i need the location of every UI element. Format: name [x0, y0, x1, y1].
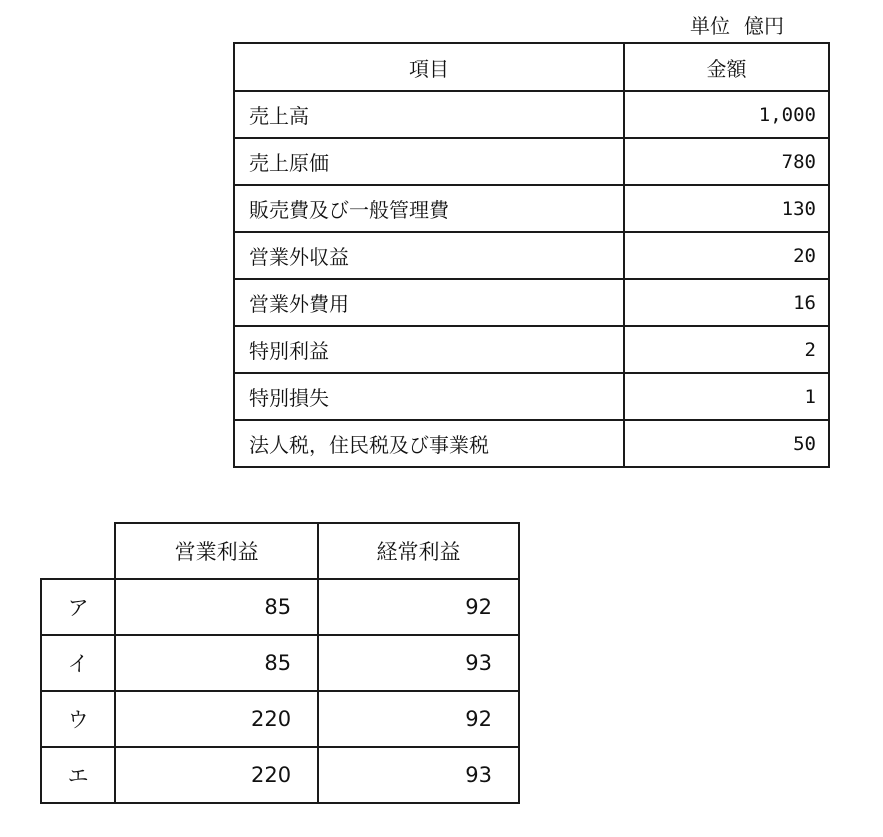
row-item: 法人税，住民税及び事業税 — [234, 420, 624, 467]
row-item: 売上高 — [234, 91, 624, 138]
header-amount: 金額 — [624, 43, 829, 91]
table-row — [41, 579, 519, 635]
row-amount: 2 — [624, 326, 829, 373]
row-item: 特別損失 — [234, 373, 624, 420]
table-row — [234, 91, 829, 138]
row-item: 特別利益 — [234, 326, 624, 373]
unit-label: 単位 — [690, 14, 730, 38]
header-item: 項目 — [234, 43, 624, 91]
table-row — [234, 326, 829, 373]
row-amount: 20 — [624, 232, 829, 279]
table-row — [41, 747, 519, 803]
choice-label: ウ — [41, 691, 115, 747]
table-row — [234, 232, 829, 279]
operating-profit-value: 85 — [115, 579, 318, 635]
header-ordinary-profit: 経常利益 — [318, 523, 519, 579]
table-row — [234, 420, 829, 467]
table-header-row — [41, 523, 519, 579]
row-item: 売上原価 — [234, 138, 624, 185]
header-operating-profit: 営業利益 — [115, 523, 318, 579]
unit-note — [690, 10, 830, 39]
income-statement-table — [233, 42, 830, 468]
row-item: 営業外収益 — [234, 232, 624, 279]
table-row — [234, 373, 829, 420]
row-item: 営業外費用 — [234, 279, 624, 326]
table-row — [41, 691, 519, 747]
ordinary-profit-value: 92 — [318, 691, 519, 747]
row-amount: 780 — [624, 138, 829, 185]
ordinary-profit-value: 92 — [318, 579, 519, 635]
operating-profit-value: 85 — [115, 635, 318, 691]
row-amount: 1 — [624, 373, 829, 420]
choice-label: エ — [41, 747, 115, 803]
corner-cell — [41, 523, 115, 579]
row-amount: 50 — [624, 420, 829, 467]
operating-profit-value: 220 — [115, 747, 318, 803]
choice-label: イ — [41, 635, 115, 691]
ordinary-profit-value: 93 — [318, 635, 519, 691]
answer-choices-table — [40, 522, 520, 804]
row-item: 販売費及び一般管理費 — [234, 185, 624, 232]
table-row — [234, 279, 829, 326]
ordinary-profit-value: 93 — [318, 747, 519, 803]
operating-profit-value: 220 — [115, 691, 318, 747]
table-row — [41, 635, 519, 691]
choice-label: ア — [41, 579, 115, 635]
table-header-row — [234, 43, 829, 91]
table-row — [234, 138, 829, 185]
row-amount: 16 — [624, 279, 829, 326]
unit-value: 億円 — [744, 14, 784, 38]
table-row — [234, 185, 829, 232]
row-amount: 1,000 — [624, 91, 829, 138]
row-amount: 130 — [624, 185, 829, 232]
